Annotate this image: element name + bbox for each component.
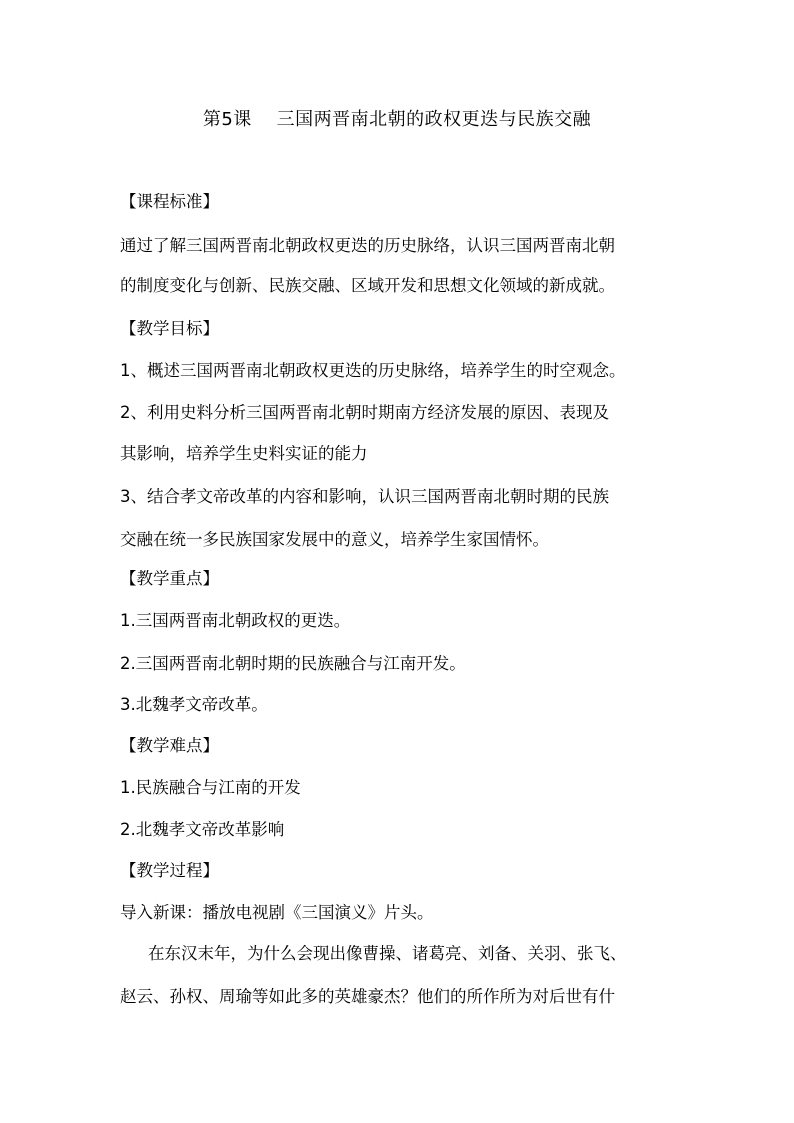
document-title: 第5课 三国两晋南北朝的政权更迭与民族交融 — [202, 109, 592, 130]
key-point-3: 3.北魏孝文帝改革。 — [120, 695, 268, 714]
standard-line-2: 的制度变化与创新、民族交融、区域开发和思想文化领域的新成就。 — [120, 276, 615, 295]
process-line-3: 赵云、孙权、周瑜等如此多的英雄豪杰？他们的所作所为对后世有什 — [120, 987, 615, 1006]
difficulty-2: 2.北魏孝文帝改革影响 — [120, 820, 285, 839]
heading-teaching-process: 【教学过程】 — [120, 861, 219, 880]
goal-line-3: 其影响，培养学生史料实证的能力 — [120, 444, 368, 463]
goal-line-4: 3、结合孝文帝改革的内容和影响，认识三国两晋南北朝时期的民族 — [120, 487, 609, 506]
heading-course-standard: 【课程标准】 — [120, 192, 219, 211]
standard-line-1: 通过了解三国两晋南北朝政权更迭的历史脉络，认识三国两晋南北朝 — [120, 236, 615, 255]
goal-line-5: 交融在统一多民族国家发展中的意义，培养学生家国情怀。 — [120, 530, 549, 549]
heading-teaching-difficulties: 【教学难点】 — [120, 736, 219, 755]
goal-line-1: 1、概述三国两晋南北朝政权更迭的历史脉络，培养学生的时空观念。 — [120, 361, 626, 380]
goal-line-2: 2、利用史料分析三国两晋南北朝时期南方经济发展的原因、表现及 — [120, 403, 609, 422]
heading-teaching-goals: 【教学目标】 — [120, 319, 219, 338]
key-point-1: 1.三国两晋南北朝政权的更迭。 — [120, 611, 351, 630]
heading-teaching-key-points: 【教学重点】 — [120, 569, 219, 588]
process-line-2: 在东汉末年，为什么会现出像曹操、诸葛亮、刘备、关羽、张飞、 — [148, 944, 627, 963]
difficulty-1: 1.民族融合与江南的开发 — [120, 778, 301, 797]
process-line-1: 导入新课：播放电视剧《三国演义》片头。 — [120, 903, 434, 922]
key-point-2: 2.三国两晋南北朝时期的民族融合与江南开发。 — [120, 654, 466, 673]
